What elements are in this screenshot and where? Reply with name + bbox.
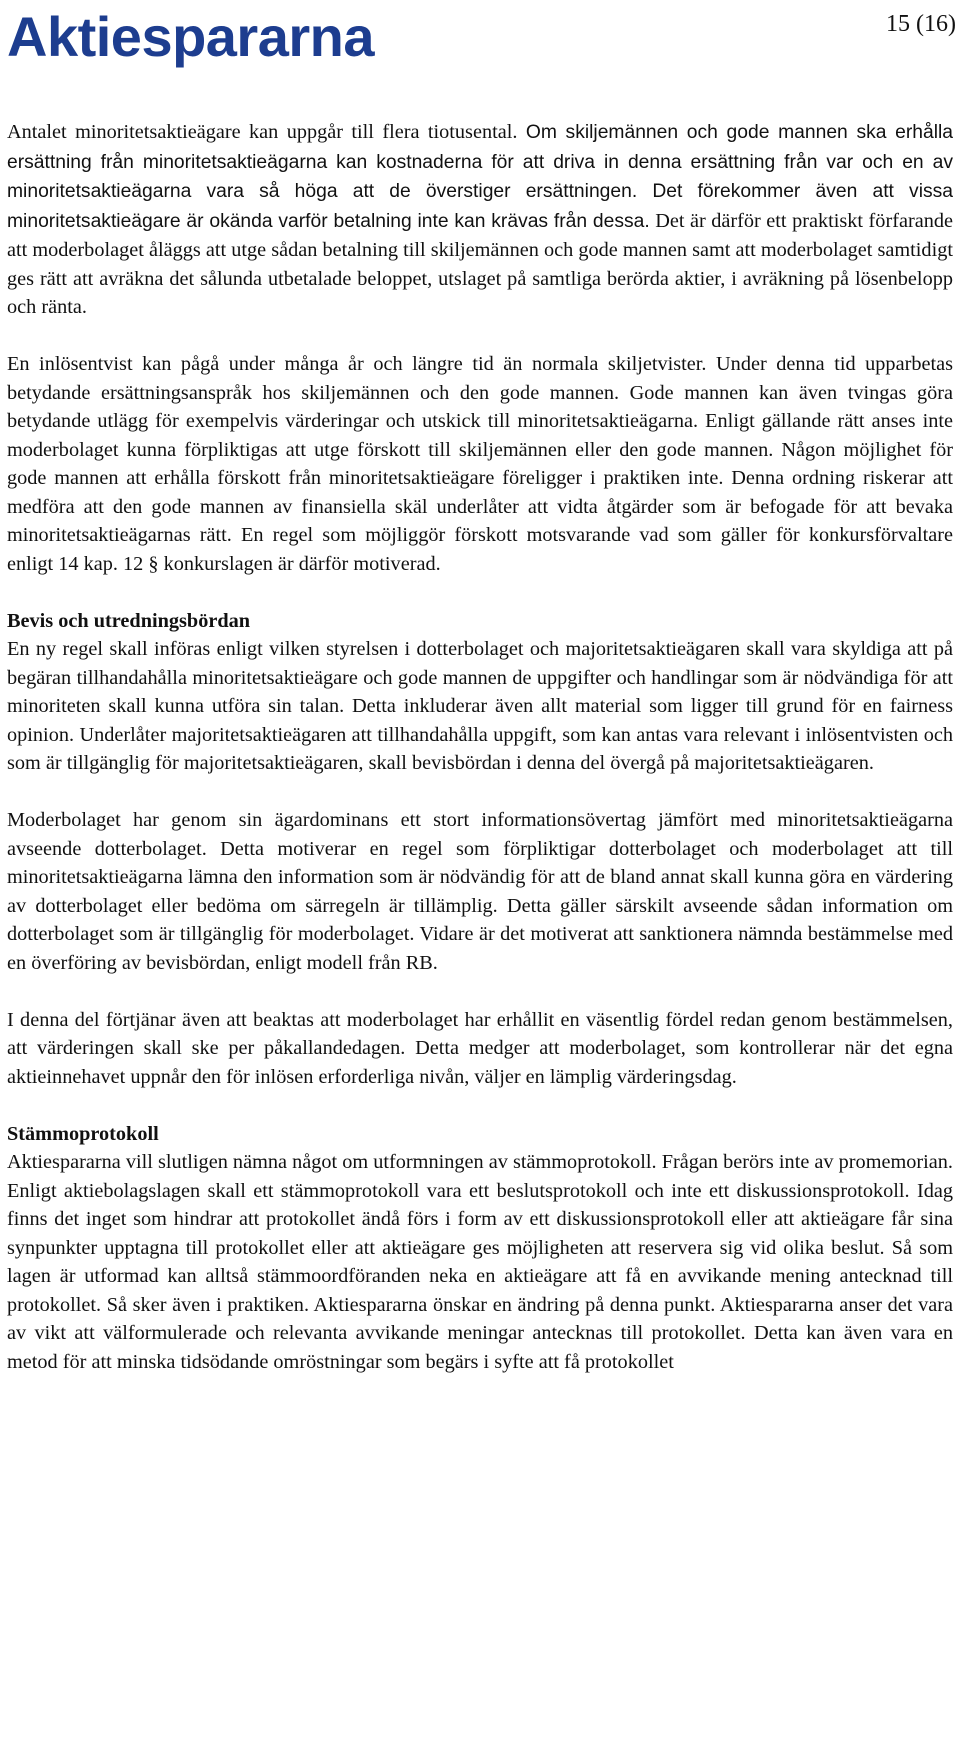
paragraph-text: Om skiljemännen och gode mannen ska erhålla ersättning från minoritetsaktieägarna kan kostnaderna för att driva in denna ersättning från var och en av minoritetsaktieägarna vara så höga att de överstiger ersättningen. Det förekommer även att vissa minoritetsaktieägare är okända varför betalning inte kan krävas från dessa. (7, 122, 954, 232)
section-heading-minutes: Stämmoprotokoll (7, 1122, 159, 1145)
paragraph-advance-payment: En inlösentvist kan pågå under många år och längre tid än normala skiljetvister. Under denna tid upparbetas betydande ersättningsanspråk hos skiljemännen och den gode mannen. Gode mannen kan även tvingas göra betydande utlägg för exempelvis värderingar och utskick till minoritetsaktieägarna. Enligt gällande rätt anses inte moderbolaget kunna förpliktigas att utge förskott till skiljemännen eller den gode mannen. Någon möjlighet för gode mannen att erhålla förskott från minoritetsaktieägare föreligger i praktiken inte. Denna ordning riskerar att medföra att den gode mannen av finansiella skäl underlåter att vidta åtgärder som är befogade för att bevaka minoritetsaktieägarnas rätt. En regel som möjliggör förskott motsvarande vad som gäller för konkursförvaltare enligt 14 kap. 12 § konkurslagen är därför motiverad. (7, 353, 953, 575)
paragraph-minority-costs (7, 118, 953, 322)
page-number: 15 (16) (886, 11, 956, 37)
document-body (7, 118, 953, 1376)
section-heading-evidence: Bevis och utredningsbördan (7, 609, 251, 632)
aktiespararna-logo: Aktiespararna (7, 5, 375, 68)
paragraph-text: Det är därför ett praktiskt förfarande att moderbolaget åläggs att utge sådan betalning till skiljemännen och gode mannen samt att moderbolaget samtidigt ges rätt att avräkna det sålunda utbetalade beloppet, utslaget på samtliga berörda aktier, i avräkning på lösenbelopp och ränta. (7, 209, 953, 318)
paragraph-valuation-date: I denna del förtjänar även att beaktas att moderbolaget har erhållit en väsentlig fördel redan genom bestämmelsen, att värderingen skall ske per påkallandedagen. Detta medger att moderbolaget, som kontrollerar när det egna aktieinnehavet uppnår den för inlösen erforderliga nivån, väljer en lämplig värderingsdag. (7, 1008, 953, 1088)
paragraph-text: Antalet minoritetsaktieägare kan uppgår till flera tiotusental. (7, 121, 526, 143)
paragraph-information-advantage: Moderbolaget har genom sin ägardominans ett stort informationsövertag jämfört med minoritetsaktieägarna avseende dotterbolaget. Detta motiverar en regel som förpliktigar dotterbolaget och moderbolaget att till minoritetsaktieägarna lämna den information som är nödvändig för att de bland annat skall kunna göra en värdering av dotterbolaget eller bedöma om särregeln är tillämplig. Detta gäller särskilt avseende sådan information om dotterbolaget som är tillgänglig för moderbolaget. Vidare är det motiverat att sanktionera nämnda bestämmelse med en överföring av bevisbördan, enligt modell från RB. (7, 809, 953, 974)
paragraph-meeting-minutes: Aktiespararna vill slutligen nämna något om utformningen av stämmoprotokoll. Frågan berörs inte av promemorian. Enligt aktiebolagslagen skall ett stämmoprotokoll vara ett beslutsprotokoll och inte ett diskussionsprotokoll. Idag finns det inget som hindrar att protokollet ändå förs i form av ett diskussionsprotokoll eller att aktieägare får sina synpunkter upptagna till protokollet eller att aktieägare ges möjligheten att reservera sig vid olika beslut. Så som lagen är utformad kan alltså stämmoordföranden neka en aktieägare att få en avvikande mening antecknad till protokollet. Så sker även i praktiken. Aktiespararna önskar en ändring på denna punkt. Aktiespararna anser det vara av vikt att välformulerade och relevanta avvikande meningar antecknas till protokollet. Detta kan även vara en metod för att minska tidsödande omröstningar som begärs i syfte att få protokollet (7, 1151, 953, 1373)
paragraph-disclosure-rule: En ny regel skall införas enligt vilken styrelsen i dotterbolaget och majoritetsaktieägaren skall vara skyldiga att på begäran tillhandahålla minoritetsaktieägare och gode mannen de uppgifter och handlingar som är nödvändiga för att minoriteten skall kunna utföra sin talan. Detta inkluderar även allt material som ligger till grund för en fairness opinion. Underlåter majoritetsaktieägaren att tillhandahålla uppgift, som kan antas vara relevant i inlösentvisten och som är tillgänglig för majoritetsaktieägaren, skall bevisbördan i denna del övergå på majoritetsaktieägaren. (7, 638, 953, 774)
